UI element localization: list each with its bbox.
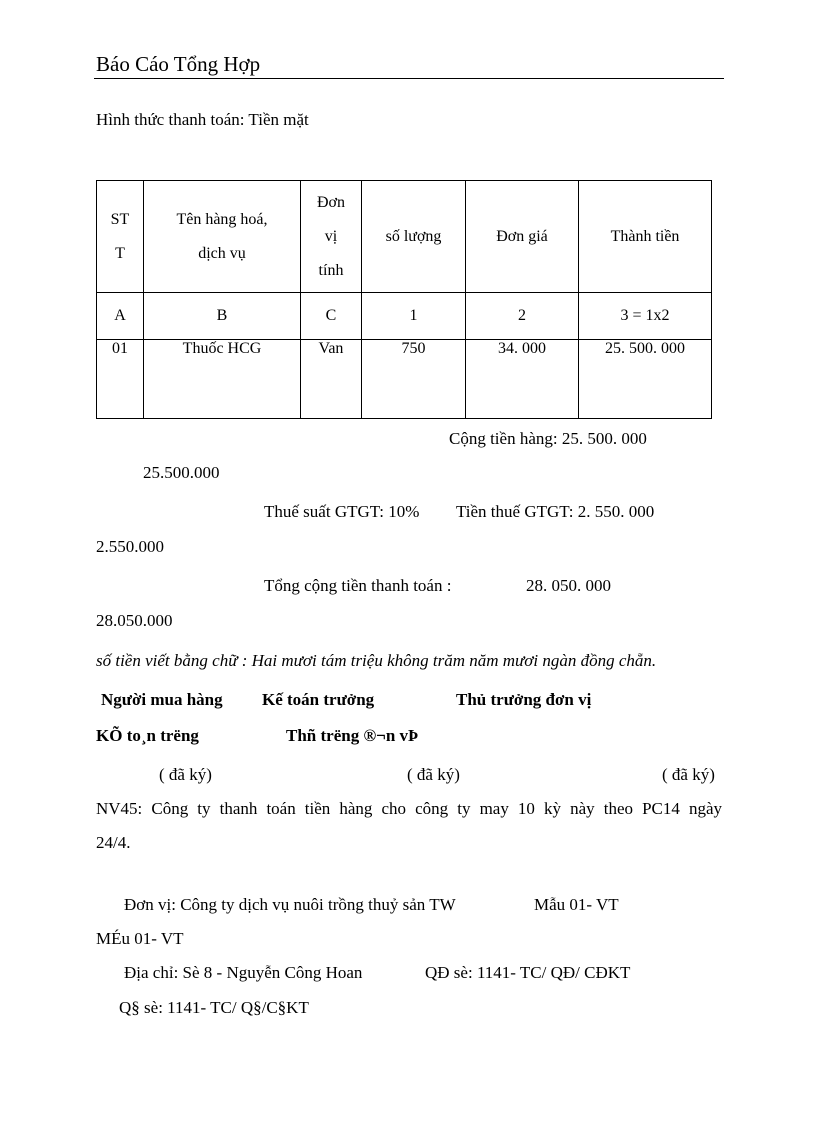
signed-note-2: ( đã ký) bbox=[407, 765, 460, 784]
goods-total-plain: 25.500.000 bbox=[143, 463, 220, 482]
cell-amount: 25. 500. 000 bbox=[579, 340, 712, 419]
cell-name: Thuốc HCG bbox=[144, 340, 301, 419]
nv45-line-1: NV45: Công ty thanh toán tiền hàng cho công ty may 10 kỳ này theo PC14 ngày bbox=[96, 799, 722, 818]
payment-method: Hình thức thanh toán: Tiền mặt bbox=[96, 110, 309, 129]
vat-amount-plain: 2.550.000 bbox=[96, 537, 164, 556]
header-cell-stt: ST T bbox=[97, 181, 144, 293]
vat-rate: Thuế suất GTGT: 10% bbox=[264, 502, 420, 521]
code-cell: 2 bbox=[466, 293, 579, 340]
header-cell-price: Đơn giá bbox=[466, 181, 579, 293]
unit-name: Đơn vị: Công ty dịch vụ nuôi trồng thuỷ sản TW bbox=[124, 895, 456, 914]
table-code-row bbox=[97, 293, 712, 340]
signature-head: Thủ trưởng đơn vị bbox=[456, 690, 592, 709]
page-header-title: Báo Cáo Tổng Hợp bbox=[96, 52, 261, 76]
header-divider bbox=[94, 78, 724, 79]
header-cell-amount: Thành tiền bbox=[579, 181, 712, 293]
grand-total-label: Tổng cộng tiền thanh toán : bbox=[264, 576, 452, 595]
code-cell: B bbox=[144, 293, 301, 340]
cell-quantity: 750 bbox=[362, 340, 466, 419]
decision-number: QĐ sè: 1141- TC/ QĐ/ CĐKT bbox=[425, 963, 631, 982]
code-cell: C bbox=[301, 293, 362, 340]
invoice-table bbox=[96, 180, 712, 419]
unit-address: Địa chỉ: Sè 8 - Nguyễn Công Hoan bbox=[124, 963, 363, 982]
code-cell: A bbox=[97, 293, 144, 340]
code-cell: 3 = 1x2 bbox=[579, 293, 712, 340]
header-cell-unit: Đơn vị tính bbox=[301, 181, 362, 293]
table-row bbox=[97, 340, 712, 419]
signature-accountant-garbled: KÕ to¸n trëng bbox=[96, 726, 199, 745]
form-number: Mẫu 01- VT bbox=[534, 895, 619, 914]
signature-accountant: Kế toán trưởng bbox=[262, 690, 375, 709]
cell-price: 34. 000 bbox=[466, 340, 579, 419]
header-cell-name: Tên hàng hoá, dịch vụ bbox=[144, 181, 301, 293]
header-cell-quantity: số lượng bbox=[362, 181, 466, 293]
amount-in-words: số tiền viết bằng chữ : Hai mươi tám triệu không trăm năm mươi ngàn đồng chẵn. bbox=[96, 651, 657, 670]
form-number-garbled: MÉu 01- VT bbox=[96, 929, 184, 948]
signed-note-3: ( đã ký) bbox=[662, 765, 715, 784]
vat-amount: Tiền thuế GTGT: 2. 550. 000 bbox=[456, 502, 655, 521]
cell-stt: 01 bbox=[97, 340, 144, 419]
goods-total: Cộng tiền hàng: 25. 500. 000 bbox=[449, 429, 647, 448]
signed-note-1: ( đã ký) bbox=[159, 765, 212, 784]
code-cell: 1 bbox=[362, 293, 466, 340]
cell-unit: Van bbox=[301, 340, 362, 419]
decision-number-garbled: Q§ sè: 1141- TC/ Q§/C§KT bbox=[119, 998, 309, 1017]
grand-total-value: 28. 050. 000 bbox=[526, 576, 611, 595]
table-header-row bbox=[97, 181, 712, 293]
signature-buyer: Người mua hàng bbox=[101, 690, 223, 709]
nv45-line-2: 24/4. bbox=[96, 833, 131, 852]
grand-total-plain: 28.050.000 bbox=[96, 611, 173, 630]
signature-head-garbled: Thñ trëng ®¬n vÞ bbox=[286, 726, 419, 745]
